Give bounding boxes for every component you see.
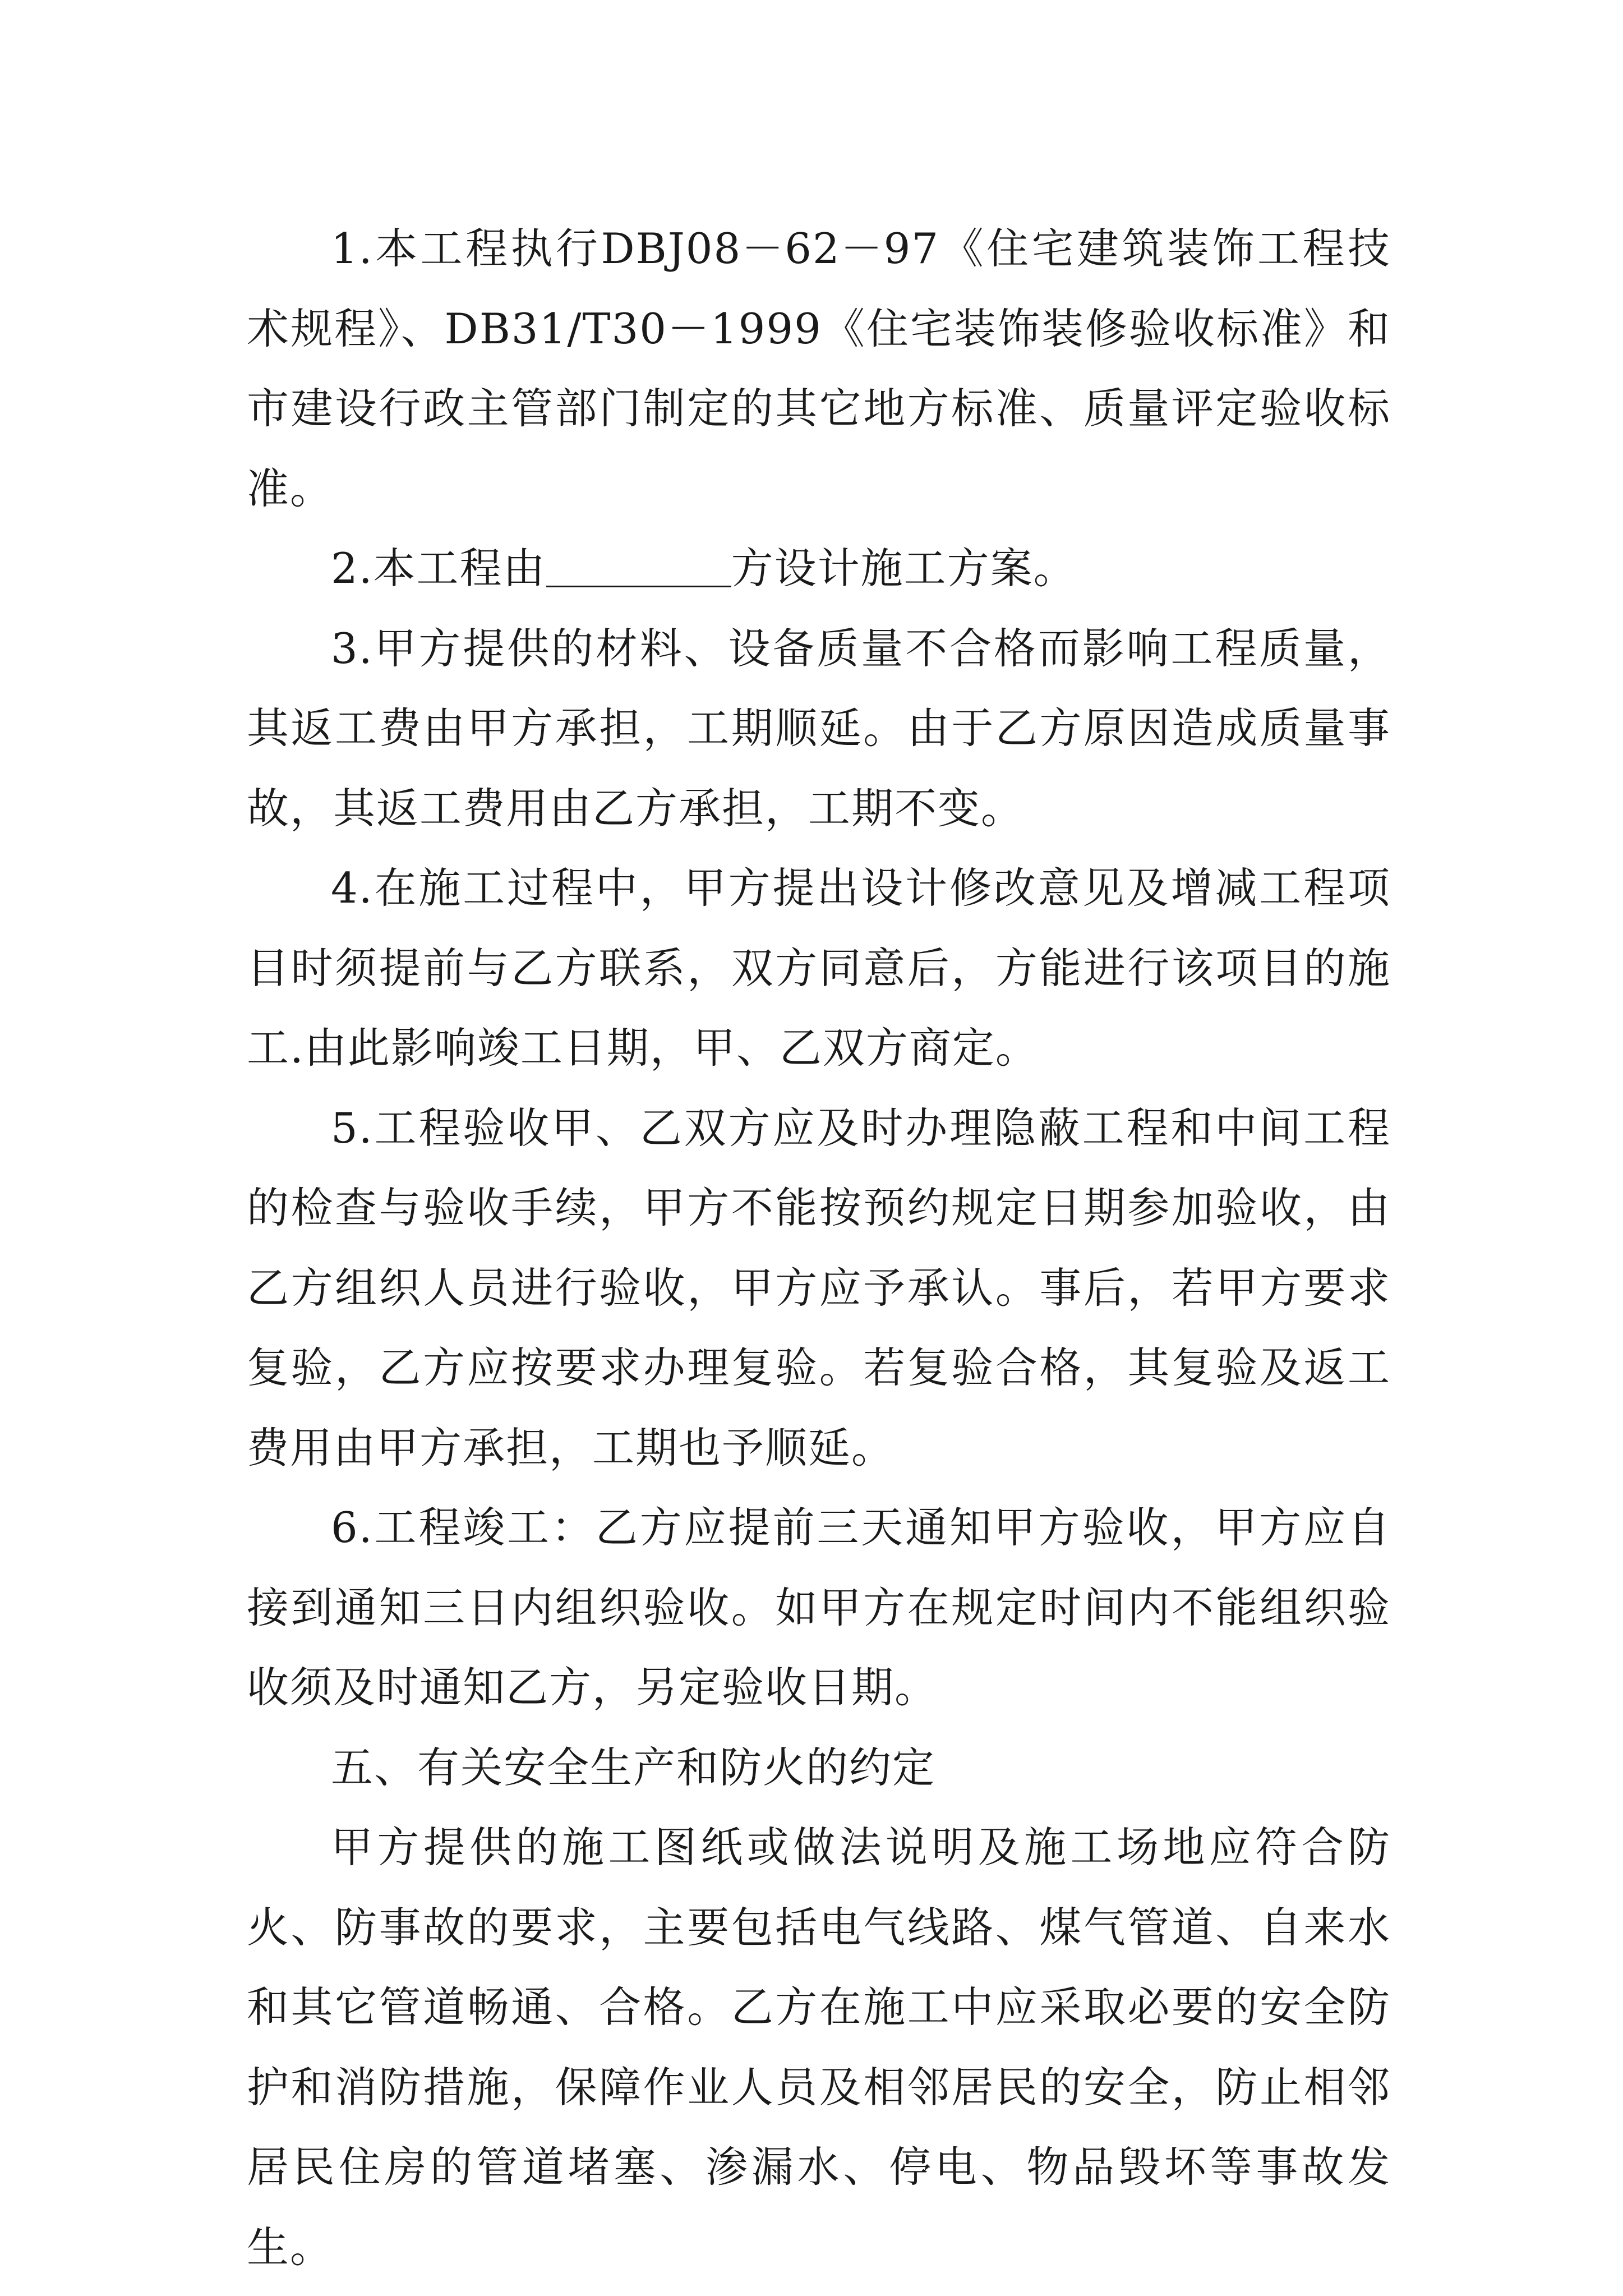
clause-6-paragraph: 6.工程竣工：乙方应提前三天通知甲方验收，甲方应自接到通知三日内组织验收。如甲方在规定时间内不能组织验收须及时通知乙方，另定验收日期。 xyxy=(247,1503,1391,1712)
clause-5-paragraph: 5.工程验收甲、乙双方应及时办理隐蔽工程和中间工程的检查与验收手续，甲方不能按预约规定日期参加验收，由乙方组织人员进行验收，甲方应予承认。事后，若甲方要求复验，乙方应按要求办理复验。若复验合格，其复验及返工费用由甲方承担，工期也予顺延。 xyxy=(247,1103,1391,1473)
clause-2-text-after: 方设计施工方案。 xyxy=(731,544,1077,593)
clause-3-paragraph: 3.甲方提供的材料、设备质量不合格而影响工程质量，其返工费由甲方承担，工期顺延。由于乙方原因造成质量事故，其返工费用由乙方承担，工期不变。 xyxy=(247,623,1391,833)
clause-2-text-before: 2.本工程由 xyxy=(331,544,546,593)
fill-in-blank-line xyxy=(546,544,731,587)
clause-2-paragraph xyxy=(247,528,1391,609)
document-body xyxy=(247,209,1391,2287)
clause-1-paragraph: 1.本工程执行DBJ08－62－97《住宅建筑装饰工程技术规程》、DB31/T30－1999《住宅装饰装修验收标准》和市建设行政主管部门制定的其它地方标准、质量评定验收标准。 xyxy=(247,224,1391,513)
section-5-heading: 五、有关安全生产和防火的约定 xyxy=(331,1742,936,1792)
safety-fire-paragraph: 甲方提供的施工图纸或做法说明及施工场地应符合防火、防事故的要求，主要包括电气线路、煤气管道、自来水和其它管道畅通、合格。乙方在施工中应采取必要的安全防护和消防措施，保障作业人员及相邻居民的安全，防止相邻居民住房的管道堵塞、渗漏水、停电、物品毁坏等事故发生。 xyxy=(247,1823,1391,2272)
clause-4-paragraph: 4.在施工过程中，甲方提出设计修改意见及增减工程项目时须提前与乙方联系，双方同意后，方能进行该项目的施工.由此影响竣工日期，甲、乙双方商定。 xyxy=(247,863,1391,1073)
